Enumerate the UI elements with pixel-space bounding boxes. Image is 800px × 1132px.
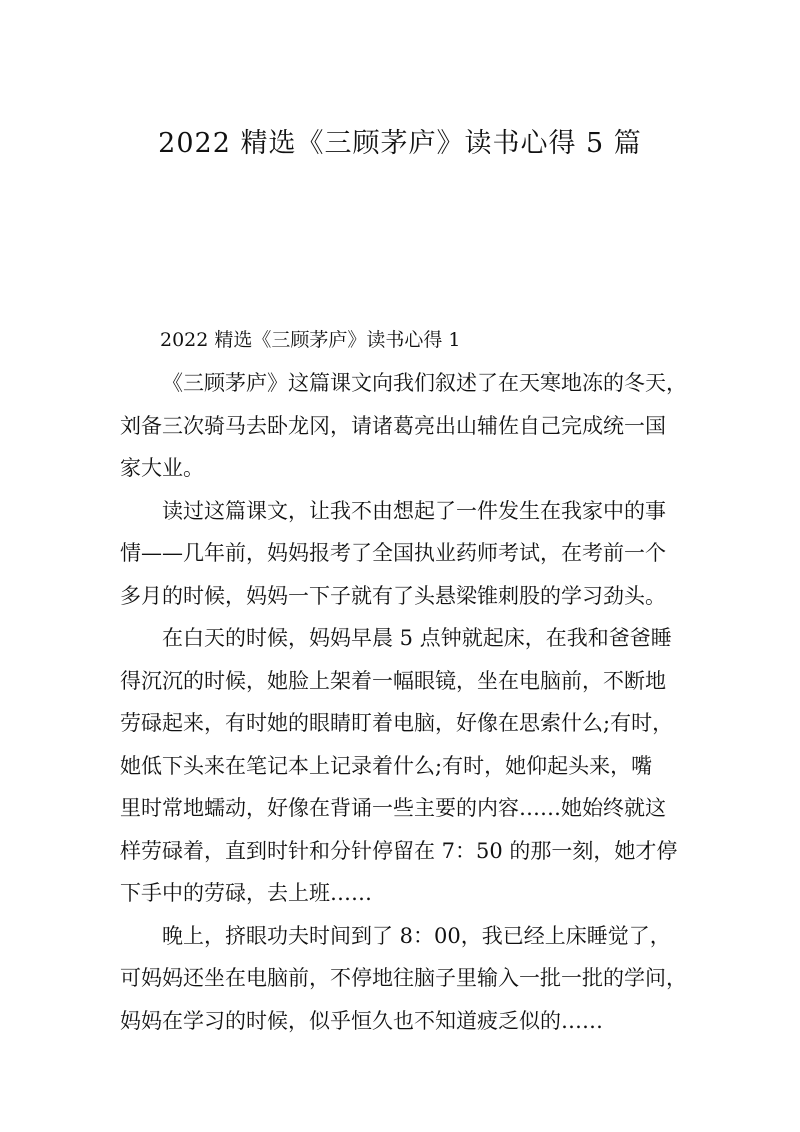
- paragraph-line: 读过这篇课文，让我不由想起了一件发生在我家中的事: [162, 498, 666, 523]
- paragraph-line: 她低下头来在笔记本上记录着什么;有时，她仰起头来，嘴: [120, 753, 653, 778]
- document-title: 2022 精选《三顾茅庐》读书心得 5 篇: [158, 128, 642, 159]
- paragraph-line: 《三顾茅庐》这篇课文向我们叙述了在天寒地冻的冬天，: [162, 371, 687, 395]
- paragraph-2: [120, 490, 688, 618]
- paragraph-4: [120, 915, 688, 1043]
- document-body: [120, 362, 688, 1042]
- paragraph-line: 在白天的时候，妈妈早晨 5 点钟就起床，在我和爸爸睡: [162, 626, 672, 650]
- paragraph-line: 多月的时候，妈妈一下子就有了头悬梁锥刺股的学习劲头。: [120, 583, 666, 608]
- paragraph-line: 下手中的劳碌，去上班……: [120, 881, 372, 905]
- paragraph-line: 刘备三次骑马去卧龙冈，请诸葛亮出山辅佐自己完成统一国: [120, 413, 666, 438]
- paragraph-line: 里时常地蠕动，好像在背诵一些主要的内容……她始终就这: [120, 796, 666, 820]
- paragraph-line: 家大业。: [120, 456, 204, 480]
- paragraph-line: 得沉沉的时候，她脸上架着一幅眼镜，坐在电脑前，不断地: [120, 668, 666, 693]
- paragraph-line: 妈妈在学习的时候，似乎恒久也不知道疲乏似的……: [120, 1008, 603, 1033]
- section-heading: 2022 精选《三顾茅庐》读书心得 1: [160, 329, 461, 351]
- paragraph-line: 晚上，挤眼功夫时间到了 8：00，我已经上床睡觉了，: [162, 923, 671, 948]
- paragraph-line: 可妈妈还坐在电脑前，不停地往脑子里输入一批一批的学问，: [120, 966, 687, 990]
- paragraph-line: 劳碌起来，有时她的眼睛盯着电脑，好像在思索什么;有时，: [120, 711, 674, 735]
- paragraph-1: [120, 362, 688, 490]
- paragraph-line: 情——几年前，妈妈报考了全国执业药师考试，在考前一个: [120, 541, 666, 565]
- paragraph-line: 样劳碌着，直到时针和分针停留在 7：50 的那一刻，她才停: [120, 838, 678, 863]
- paragraph-3: [120, 617, 688, 915]
